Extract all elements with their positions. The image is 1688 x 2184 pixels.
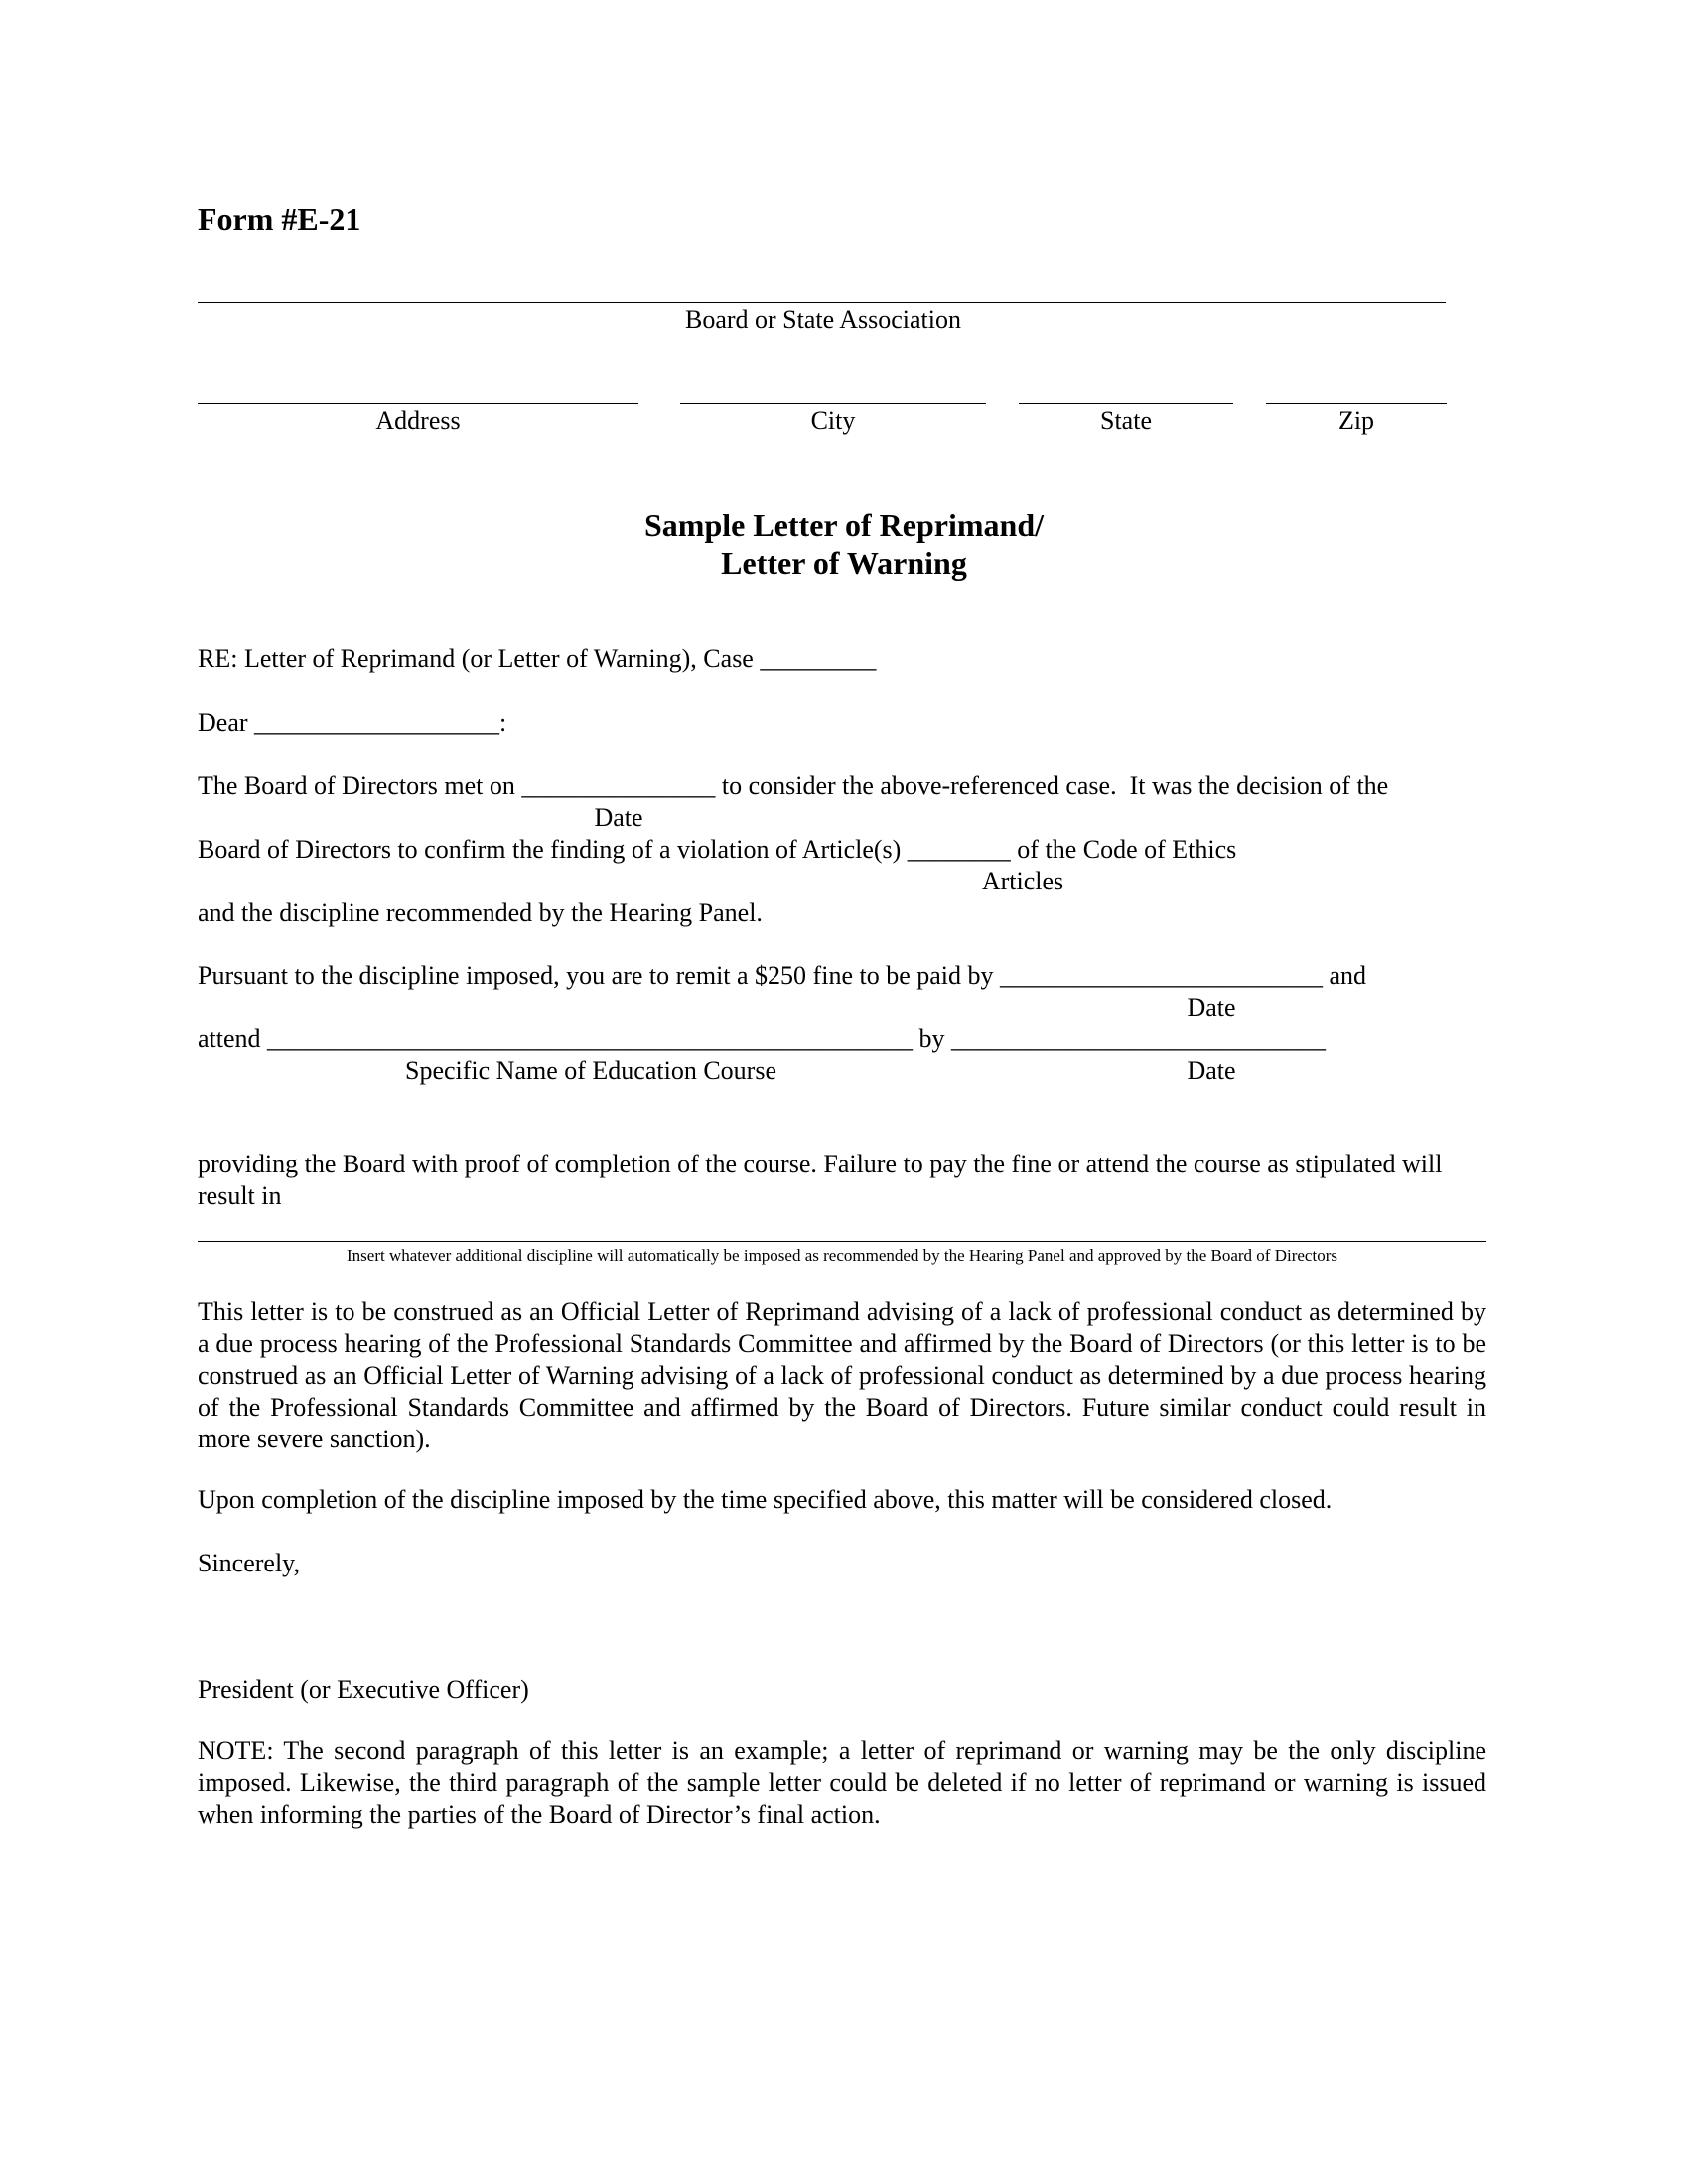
salutation: Dear ___________________: (198, 708, 507, 737)
zip-label: Zip (1337, 406, 1375, 435)
city-label: City (810, 406, 856, 435)
form-number: Form #E-21 (198, 202, 361, 237)
para1-line1: The Board of Directors met on _______________ to consider the above-referenced case. It was the decision of the (198, 771, 1389, 800)
para1-line2: Board of Directors to confirm the finding of a violation of Article(s) ________ of the Code of Ethics (198, 835, 1237, 864)
association-line (198, 302, 1446, 303)
additional-discipline-caption: Insert whatever additional discipline will automatically be imposed as recommended by the Hearing Panel and approved by the Board of Directors (347, 1246, 1337, 1265)
course-name-caption: Specific Name of Education Course (405, 1056, 776, 1085)
fine-date-caption: Date (1187, 993, 1236, 1022)
para2-line2: attend __________________________________________________ by _____________________________ (198, 1024, 1327, 1053)
para2-line1: Pursuant to the discipline imposed, you are to remit a $250 fine to be paid by _________________________ and (198, 961, 1367, 990)
para4-text: This letter is to be construed as an Official Letter of Reprimand advising of a lack of professional conduct as determined by a due process hearing of the Professional Standards Committee and affirmed by the Board of Directors (or this letter is to be construed as an Official Letter of Warning advising of a lack of professional conduct as determined by a due process hearing of the Professional Standards Committee and affirmed by the Board of Directors. Future similar conduct could result in more severe sanction). (198, 1297, 1486, 1453)
closing: Sincerely, (198, 1549, 300, 1577)
zip-line (1266, 403, 1447, 404)
note-text: NOTE: The second paragraph of this letter is an example; a letter of reprimand or warning may be the only discipline imposed. Likewise, the third paragraph of the sample letter could be deleted if no letter of reprimand or warning is issued when informing the parties of the Board of Director’s final action. (198, 1736, 1486, 1829)
para3-text: providing the Board with proof of completion of the course. Failure to pay the fine or attend the course as stipulated will result in (198, 1150, 1443, 1210)
state-label: State (1100, 406, 1152, 435)
additional-discipline-line (198, 1241, 1486, 1242)
para5-text: Upon completion of the discipline imposed by the time specified above, this matter will be considered closed. (198, 1485, 1333, 1514)
course-date-caption: Date (1187, 1056, 1236, 1085)
city-line (680, 403, 986, 404)
state-line (1019, 403, 1233, 404)
document-title-line2: Letter of Warning (721, 545, 967, 581)
address-line (198, 403, 638, 404)
meeting-date-caption: Date (594, 803, 643, 832)
document-title-line1: Sample Letter of Reprimand/ (643, 507, 1045, 543)
articles-caption: Articles (981, 867, 1064, 895)
signature-title: President (or Executive Officer) (198, 1675, 529, 1704)
re-line: RE: Letter of Reprimand (or Letter of Warning), Case _________ (198, 644, 877, 673)
address-label: Address (375, 406, 461, 435)
para1-line3: and the discipline recommended by the Hearing Panel. (198, 898, 763, 927)
association-label: Board or State Association (684, 305, 961, 334)
